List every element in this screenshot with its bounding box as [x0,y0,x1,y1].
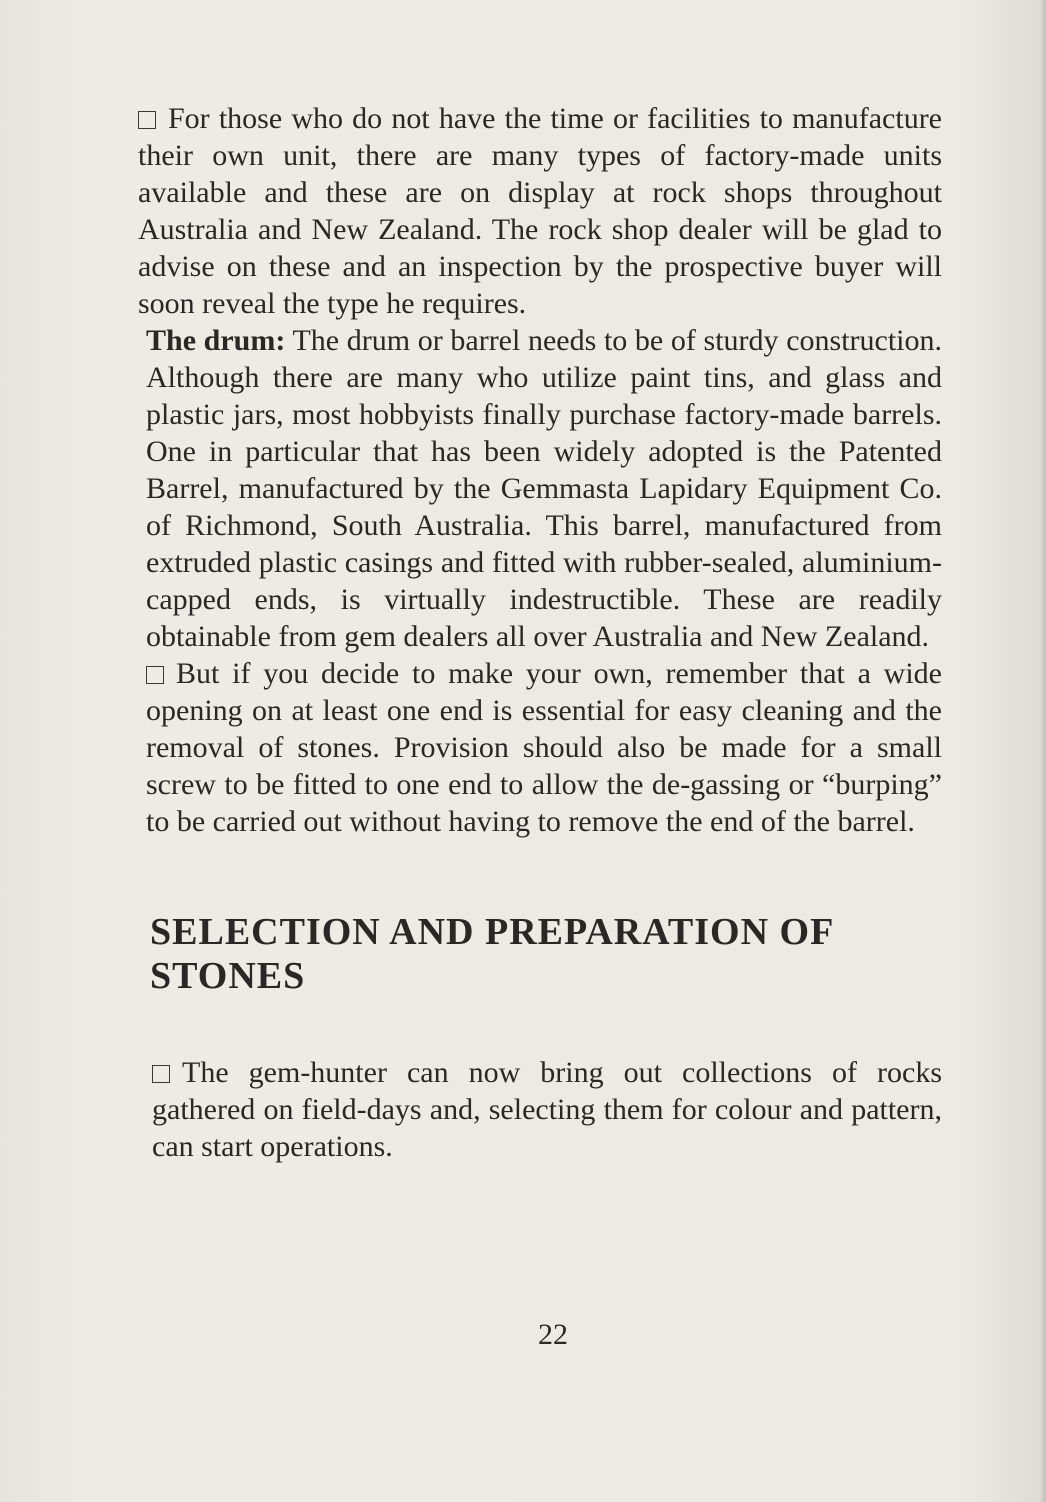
paragraph-text: The gem-hunter can now bring out collections of rocks gathered on field-days and, selecting them for colour and pattern, can start operations. [152,1056,942,1163]
paragraph-label: The drum: [146,324,286,357]
page-edge-shadow [1040,0,1046,1502]
checkbox-square-icon [138,111,156,129]
paragraph-the-drum [138,322,942,655]
paragraph-text: The drum or barrel needs to be of sturdy construction. Although there are many who utilize paint tins, and glass and plastic jars, most hobbyists finally purchase factory-made barrels. One in particular that has been widely adopted is the Patented Barrel, manufactured by the Gemmasta Lapidary Equipment Co. of Richmond, South Australia. This barrel, manufactured from extruded plastic casings and fitted with rubber-sealed, aluminium-capped ends, is virtually indestructible. These are readily obtainable from gem dealers all over Australia and New Zealand. [146,324,942,653]
paragraph-text: But if you decide to make your own, remember that a wide opening on at least one end is essential for easy cleaning and the removal of stones. Provision should also be made for a small screw to be fitted to one end to allow the de-gassing or “burping” to be carried out without having to remove the end of the barrel. [146,657,942,838]
page-number: 22 [538,1318,568,1351]
paragraph-gem-hunter [138,1054,942,1165]
page-content [138,100,942,1165]
paragraph-factory-units [138,100,942,322]
paragraph-make-your-own [138,655,942,840]
checkbox-square-icon [146,666,164,684]
section-heading: SELECTION AND PREPARATION OF STONES [150,911,833,997]
checkbox-square-icon [152,1065,170,1083]
paragraph-text: For those who do not have the time or facilities to manufacture their own unit, there are many types of factory-made units available and these are on display at rock shops throughout Australia and New Zealand. The rock shop dealer will be glad to advise on these and an inspection by the prospective buyer will soon reveal the type he requires. [138,102,942,320]
